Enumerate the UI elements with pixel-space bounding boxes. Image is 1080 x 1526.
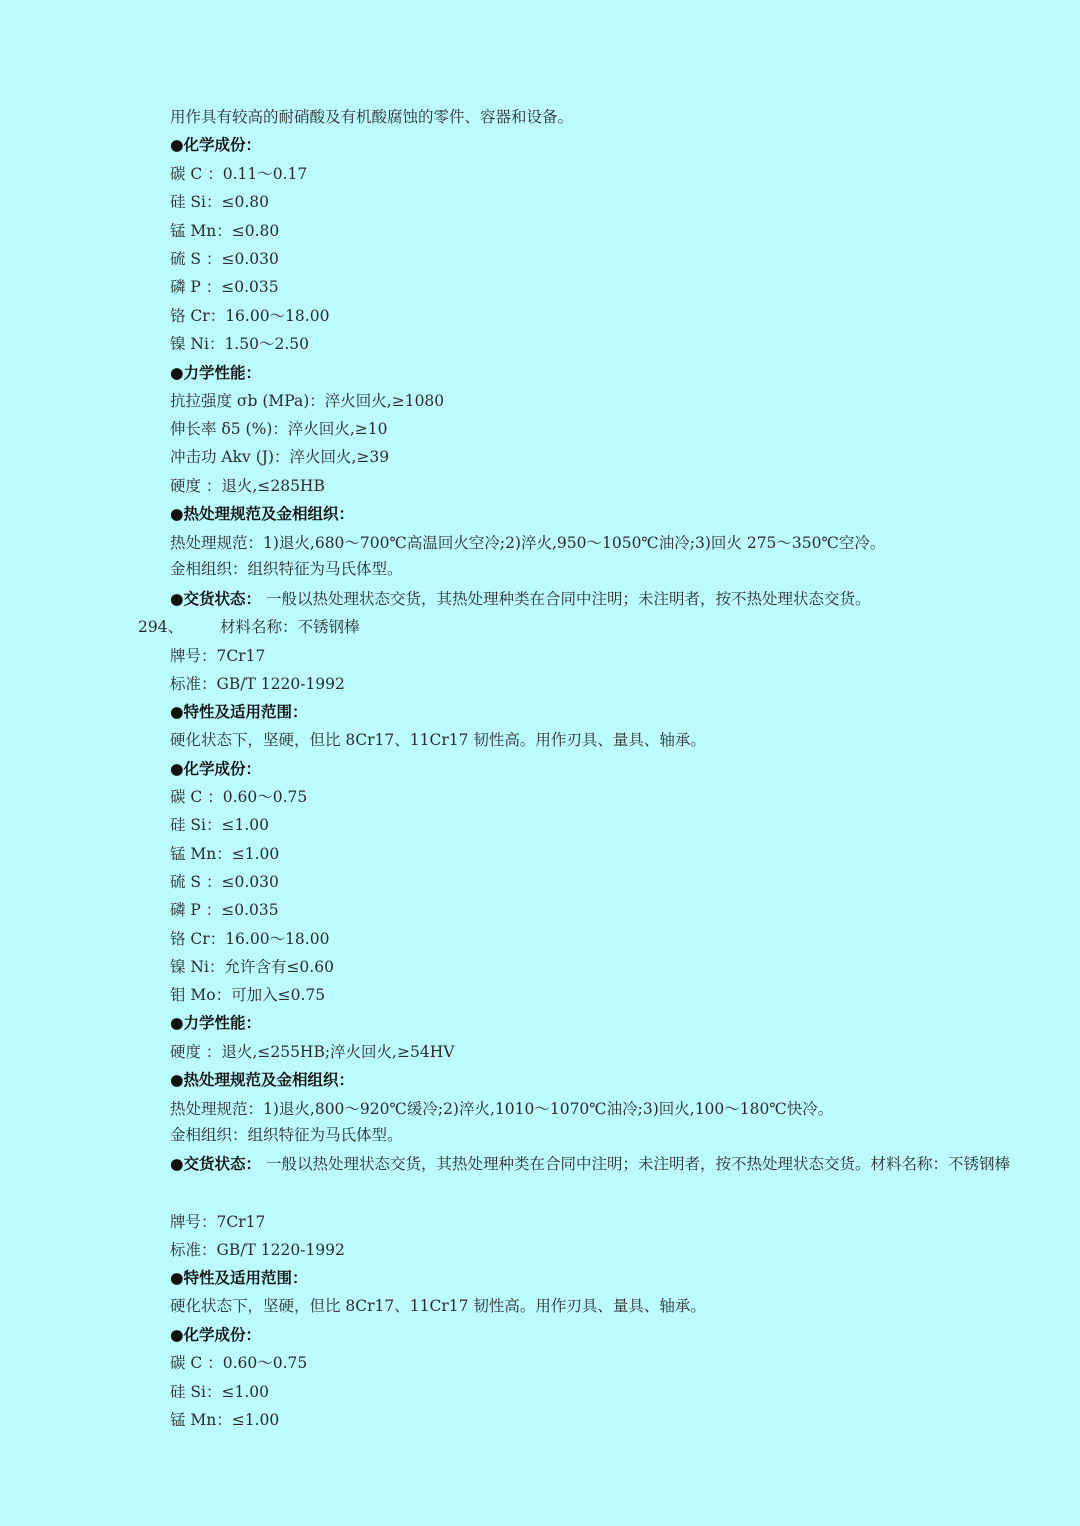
- text-line: 硬度 ：退火,≤255HB;淬火回火,≥54HV: [170, 1043, 455, 1061]
- heading-text: 热处理规范及金相组织：: [183, 1070, 355, 1089]
- text-line: 硫 S ：≤0.030: [170, 873, 279, 891]
- text-line: 硬度 ：退火,≤285HB: [170, 477, 325, 495]
- text-line: 磷 P ：≤0.035: [170, 901, 279, 919]
- text-line: 用作具有较高的耐硝酸及有机酸腐蚀的零件、容器和设备。: [170, 108, 574, 126]
- text-line: 硬化状态下，坚硬，但比 8Cr17、11Cr17 韧性高。用作刃具、量具、轴承。: [170, 1297, 706, 1315]
- section-heading: [170, 698, 1010, 726]
- text-line: 牌号：7Cr17: [170, 1213, 266, 1231]
- text-line: 标准：GB/T 1220-1992: [170, 1241, 345, 1259]
- text-line: 磷 P ：≤0.035: [170, 278, 279, 296]
- text-line: 镍 Ni：允许含有≤0.60: [170, 958, 334, 976]
- text-line: 碳 C ：0.60～0.75: [170, 1354, 308, 1372]
- text-line: 伸长率 δ5 (%)：淬火回火,≥10: [170, 420, 388, 438]
- section-heading: [170, 1321, 1010, 1349]
- item-number: 294、: [138, 618, 184, 636]
- bullet-icon: ●: [170, 363, 184, 382]
- bullet-icon: ●: [170, 1013, 184, 1032]
- text-line: 标准：GB/T 1220-1992: [170, 675, 345, 693]
- section-heading: [170, 1009, 1010, 1037]
- text-line: 金相组织：组织特征为马氏体型。: [170, 1126, 403, 1144]
- text-line: 铬 Cr：16.00～18.00: [170, 930, 330, 948]
- text-line: 锰 Mn：≤0.80: [170, 222, 280, 240]
- text-line: 铬 Cr：16.00～18.00: [170, 307, 330, 325]
- text-line: 硅 Si：≤1.00: [170, 1383, 270, 1401]
- bullet-icon: ●: [170, 702, 184, 721]
- section-heading: [170, 131, 1010, 159]
- body-text: 一般以热处理状态交货，其热处理种类在合同中注明；未注明者，按不热处理状态交货。材料名称：不锈钢棒: [261, 1155, 1010, 1173]
- section-heading: [170, 755, 1010, 783]
- heading-text: 化学成份：: [183, 1325, 262, 1344]
- bullet-icon: ●: [170, 1154, 184, 1173]
- bullet-icon: ●: [170, 1070, 184, 1089]
- text-line: 抗拉强度 σb (MPa)：淬火回火,≥1080: [170, 392, 445, 410]
- bullet-icon: ●: [170, 135, 184, 154]
- text-line: 镍 Ni：1.50～2.50: [170, 335, 309, 353]
- delivery-status-line: [170, 1150, 1010, 1178]
- heading-text: 力学性能：: [183, 363, 262, 382]
- heading-text: 特性及适用范围：: [183, 702, 308, 721]
- text-line: 硅 Si：≤0.80: [170, 193, 270, 211]
- heading-text: 热处理规范及金相组织：: [183, 504, 355, 523]
- text-line: 热处理规范：1)退火,800～920℃缓冷;2)淬火,1010～1070℃油冷;3)回火,100～180℃快冷。: [170, 1100, 834, 1118]
- text-line: 牌号：7Cr17: [170, 647, 266, 665]
- text-line: 锰 Mn：≤1.00: [170, 845, 280, 863]
- heading-text: 交货状态：: [183, 1154, 262, 1173]
- heading-text: 特性及适用范围：: [183, 1268, 308, 1287]
- text-line: 热处理规范：1)退火,680～700℃高温回火空冷;2)淬火,950～1050℃油冷;3)回火 275～350℃空冷。: [170, 534, 886, 552]
- heading-text: 交货状态：: [183, 589, 262, 608]
- bullet-icon: ●: [170, 759, 184, 778]
- heading-text: 化学成份：: [183, 135, 262, 154]
- section-heading: [170, 500, 1010, 528]
- body-text: 一般以热处理状态交货，其热处理种类在合同中注明；未注明者，按不热处理状态交货。: [261, 590, 871, 608]
- text-line: 钼 Mo：可加入≤0.75: [170, 986, 326, 1004]
- heading-text: 力学性能：: [183, 1013, 262, 1032]
- text-line: 硬化状态下，坚硬，但比 8Cr17、11Cr17 韧性高。用作刃具、量具、轴承。: [170, 731, 706, 749]
- bullet-icon: ●: [170, 1325, 184, 1344]
- text-line: 冲击功 Akv (J)：淬火回火,≥39: [170, 448, 390, 466]
- bullet-icon: ●: [170, 589, 184, 608]
- item-number-line: [138, 613, 1010, 641]
- bullet-icon: ●: [170, 1268, 184, 1287]
- text-line: 硫 S ：≤0.030: [170, 250, 279, 268]
- section-heading: [170, 359, 1010, 387]
- text-line: 金相组织：组织特征为马氏体型。: [170, 560, 403, 578]
- heading-text: 化学成份：: [183, 759, 262, 778]
- bullet-icon: ●: [170, 504, 184, 523]
- delivery-status-line: [170, 585, 1010, 613]
- material-name: 材料名称：不锈钢棒: [220, 618, 360, 636]
- section-heading: [170, 1264, 1010, 1292]
- text-line: 硅 Si：≤1.00: [170, 816, 270, 834]
- text-line: 锰 Mn：≤1.00: [170, 1411, 280, 1429]
- text-line: 碳 C ：0.11～0.17: [170, 165, 308, 183]
- section-heading: [170, 1066, 1010, 1094]
- text-line: 碳 C ：0.60～0.75: [170, 788, 308, 806]
